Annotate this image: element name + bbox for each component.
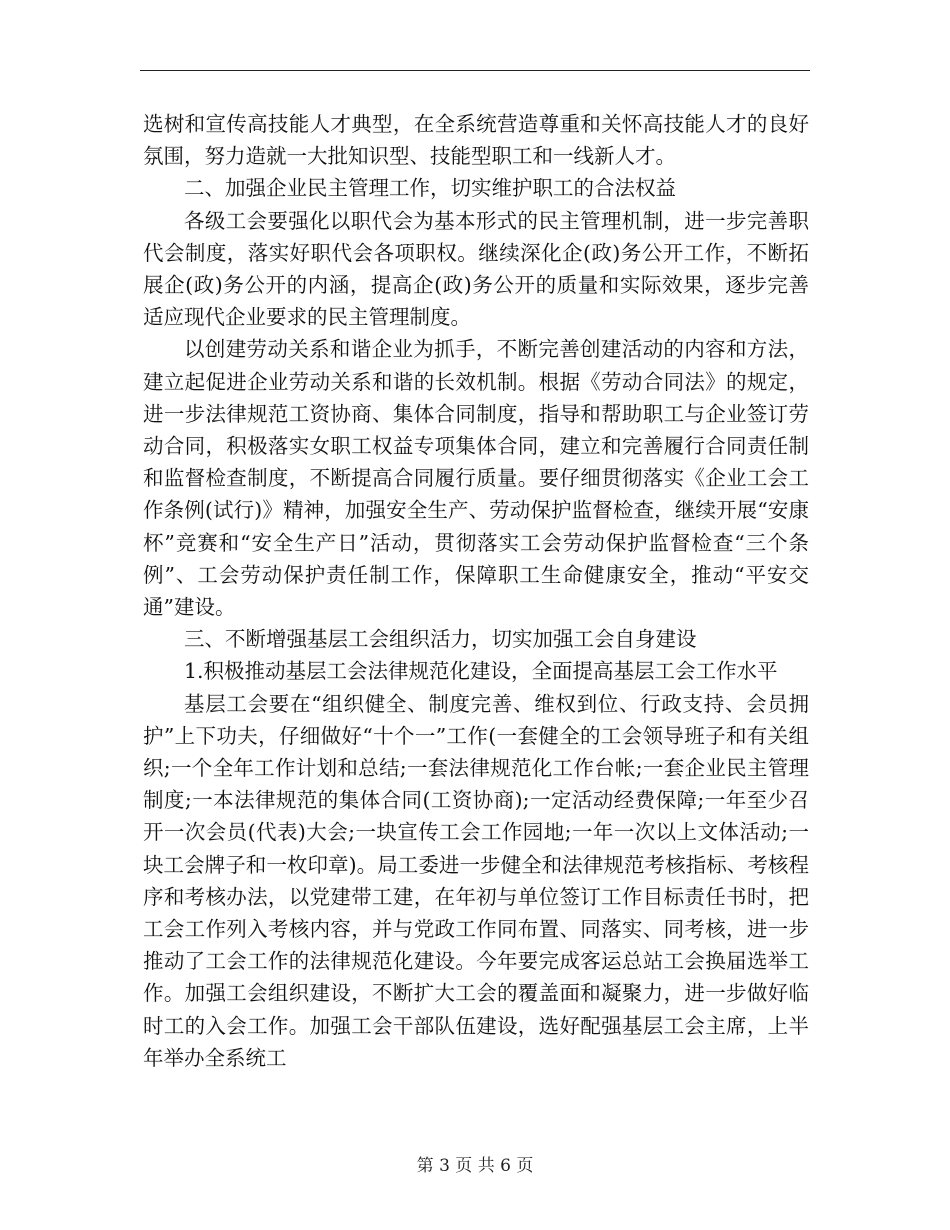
header-rule: [140, 70, 810, 71]
section-heading: 三、不断增强基层工会组织活力，切实加强工会自身建设: [184, 627, 697, 652]
subsection-heading: 1.积极推动基层工会法律规范化建设，全面提高基层工会工作水平: [184, 659, 778, 684]
paragraph: 基层工会要在“组织健全、制度完善、维权到位、行政支持、会员拥护”上下功夫，仔细做好“十个一”工作(一套健全的工会领导班子和有关组织;一个全年工作计划和总结;一套法律规范化工作台帐;一套企业民主管理制度;一本法律规范的集体合同(工资协商);一定活动经费保障;一年至少召开一次会员(代表)大会;一块宣传工会工作园地;一年一次以上文体活动;一块工会牌子和一枚印章)。局工委进一步健全和法律规范考核指标、考核程序和考核办法，以党建带工建，在年初与单位签订工作目标责任书时，把工会工作列入考核内容，并与党政工作同布置、同落实、同考核，进一步推动了工会工作的法律规范化建设。今年要完成客运总站工会换届选举工作。加强工会组织建设，不断扩大工会的覆盖面和凝聚力，进一步做好临时工的入会工作。加强工会干部队伍建设，选好配强基层工会主席，上半年举办全系统工: [143, 691, 809, 1070]
paragraph: 以创建劳动关系和谐企业为抓手，不断完善创建活动的内容和方法，建立起促进企业劳动关系和谐的长效机制。根据《劳动合同法》的规定，进一步法律规范工资协商、集体合同制度，指导和帮助职工与企业签订劳动合同，积极落实女职工权益专项集体合同，建立和完善履行合同责任制和监督检查制度，不断提高合同履行质量。要仔细贯彻落实《企业工会工作条例(试行)》精神，加强安全生产、劳动保护监督检查，继续开展“安康杯”竞赛和“安全生产日”活动，贯彻落实工会劳动保护监督检查“三个条例”、工会劳动保护责任制工作，保障职工生命健康安全，推动“平安交通”建设。: [143, 337, 809, 620]
page-number-footer: 第 3 页 共 6 页: [416, 1156, 534, 1176]
paragraph: 各级工会要强化以职代会为基本形式的民主管理机制，进一步完善职代会制度，落实好职代会各项职权。继续深化企(政)务公开工作，不断拓展企(政)务公开的内涵，提高企(政)务公开的质量和实际效果，逐步完善适应现代企业要求的民主管理制度。: [143, 208, 809, 330]
section-heading: 二、加强企业民主管理工作，切实维护职工的合法权益: [184, 176, 676, 201]
paragraph: 选树和宣传高技能人才典型，在全系统营造尊重和关怀高技能人才的良好氛围，努力造就一大批知识型、技能型职工和一线新人才。: [143, 112, 809, 169]
document-body: [143, 108, 809, 1074]
